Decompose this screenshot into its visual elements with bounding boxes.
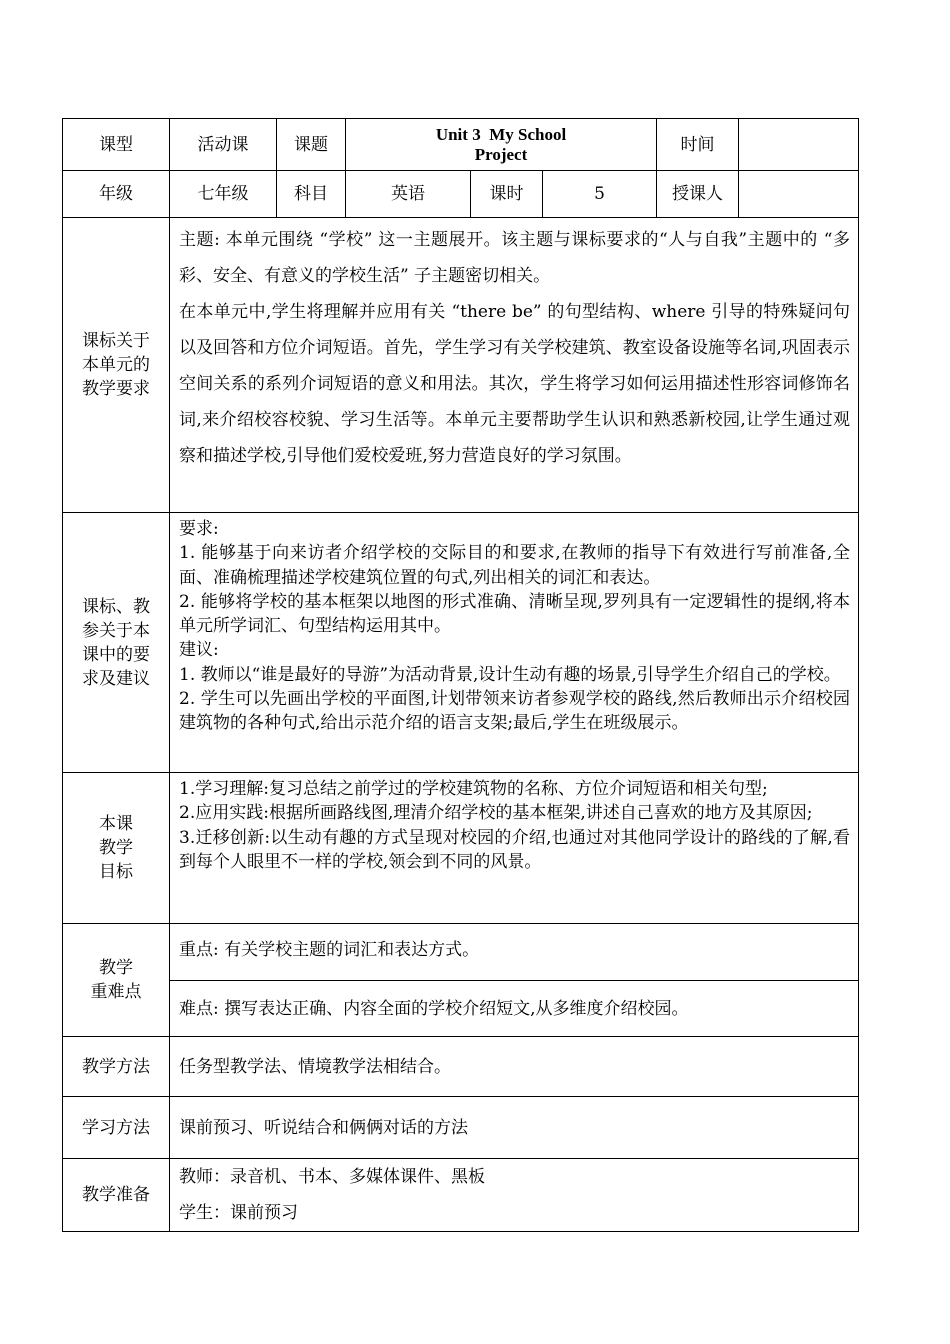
key-points-row [63, 924, 859, 981]
lesson-plan-table [62, 118, 859, 1232]
paragraph: 建议: [179, 640, 219, 661]
standards-lesson-row [63, 513, 859, 773]
teaching-method-value: 任务型教学法、情境教学法相结合。 [170, 1037, 859, 1097]
objectives-row [63, 773, 859, 924]
key-points-row-2 [63, 981, 859, 1037]
objectives-label [63, 773, 170, 924]
label-line: 本课 [99, 814, 133, 834]
course-type-label: 课型 [63, 119, 170, 171]
topic-value [346, 119, 657, 171]
label-line: 求及建议 [82, 668, 150, 689]
standards-lesson-label [63, 513, 170, 773]
paragraph: 1. 教师以“谁是最好的导游”为活动背景,设计生动有趣的场景,引导学生介绍自己的学校。 [179, 664, 841, 685]
time-value [739, 119, 859, 171]
header-row-1 [63, 119, 859, 171]
paragraph: 2. 学生可以先画出学校的平面图,计划带领来访者参观学校的路线,然后教师出示介绍校园建筑物的各种句式,给出示范介绍的语言支架;最后,学生在班级展示。 [179, 689, 850, 734]
learning-method-label: 学习方法 [63, 1097, 170, 1159]
learning-method-row [63, 1097, 859, 1159]
preparation-row [63, 1159, 859, 1232]
standards-unit-label [63, 218, 170, 513]
label-line: 目标 [99, 862, 133, 882]
teaching-method-row [63, 1037, 859, 1097]
label-line: 课标、教 [82, 596, 150, 617]
key-points-focus: 重点: 有关学校主题的词汇和表达方式。 [170, 924, 859, 981]
label-line: 教学要求 [82, 379, 150, 399]
label-line: 本单元的 [82, 355, 150, 375]
preparation-teacher: 教师：录音机、书本、多媒体课件、黑板 [179, 1167, 485, 1187]
label-line: 教学 [99, 838, 133, 858]
standards-unit-row [63, 218, 859, 513]
subject-label: 科目 [277, 171, 346, 218]
grade-label: 年级 [63, 171, 170, 218]
teacher-label: 授课人 [657, 171, 739, 218]
header-row-2 [63, 171, 859, 218]
paragraph: 主题: 本单元围绕 “学校” 这一主题展开。该主题与课标要求的“人与自我”主题中的 “多彩、安全、有意义的学校生活” 子主题密切相关。 [179, 230, 850, 286]
label-line: 教学 [99, 958, 133, 978]
teaching-method-label: 教学方法 [63, 1037, 170, 1097]
grade-value: 七年级 [170, 171, 277, 218]
paragraph: 要求: [179, 519, 219, 539]
topic-value-line2: Project [474, 144, 528, 164]
subject-value: 英语 [346, 171, 471, 218]
period-label: 课时 [471, 171, 543, 218]
preparation-content [170, 1159, 859, 1232]
preparation-student: 学生：课前预习 [179, 1203, 298, 1223]
course-type-value: 活动课 [170, 119, 277, 171]
period-value: 5 [543, 171, 657, 218]
paragraph: 1.学习理解:复习总结之前学过的学校建筑物的名称、方位介词短语和相关句型; [179, 779, 768, 799]
key-points-difficulty: 难点: 撰写表达正确、内容全面的学校介绍短文,从多维度介绍校园。 [170, 981, 859, 1037]
paragraph: 3.迁移创新:以生动有趣的方式呈现对校园的介绍,也通过对其他同学设计的路线的了解,看到每个人眼里不一样的学校,领会到不同的风景。 [179, 827, 850, 872]
paragraph: 2. 能够将学校的基本框架以地图的形式准确、清晰呈现,罗列具有一定逻辑性的提纲,将本单元所学词汇、句型结构运用其中。 [179, 591, 850, 637]
label-line: 参关于本 [82, 620, 150, 641]
time-label: 时间 [657, 119, 739, 171]
paragraph: 1. 能够基于向来访者介绍学校的交际目的和要求,在教师的指导下有效进行写前准备,全面、准确梳理描述学校建筑位置的句式,列出相关的词汇和表达。 [179, 543, 850, 588]
learning-method-value: 课前预习、听说结合和俩俩对话的方法 [170, 1097, 859, 1159]
objectives-content [170, 773, 859, 924]
paragraph: 2.应用实践:根据所画路线图,理清介绍学校的基本框架,讲述自己喜欢的地方及其原因; [179, 803, 813, 824]
paragraph: 在本单元中,学生将理解并应用有关 “there be” 的句型结构、where 引导的特殊疑问句以及回答和方位介词短语。首先，学生学习有关学校建筑、教室设备设施等名词,巩固表示空间关系的系列介词短语的意义和用法。其次，学生将学习如何运用描述性形容词修饰名词,来介绍校容校貌、学习生活等。本单元主要帮助学生认识和熟悉新校园,让学生通过观察和描述学校,引导他们爱校爱班,努力营造良好的学习氛围。 [179, 302, 850, 466]
topic-label: 课题 [277, 119, 346, 171]
standards-lesson-content [170, 513, 859, 773]
key-points-label [63, 924, 170, 1037]
standards-unit-content [170, 218, 859, 513]
label-line: 课中的要 [82, 644, 150, 665]
label-line: 课标关于 [82, 331, 150, 351]
preparation-label: 教学准备 [63, 1159, 170, 1232]
topic-value-line1: Unit 3 My School [435, 124, 567, 144]
teacher-value [739, 171, 859, 218]
label-line: 重难点 [90, 982, 142, 1002]
